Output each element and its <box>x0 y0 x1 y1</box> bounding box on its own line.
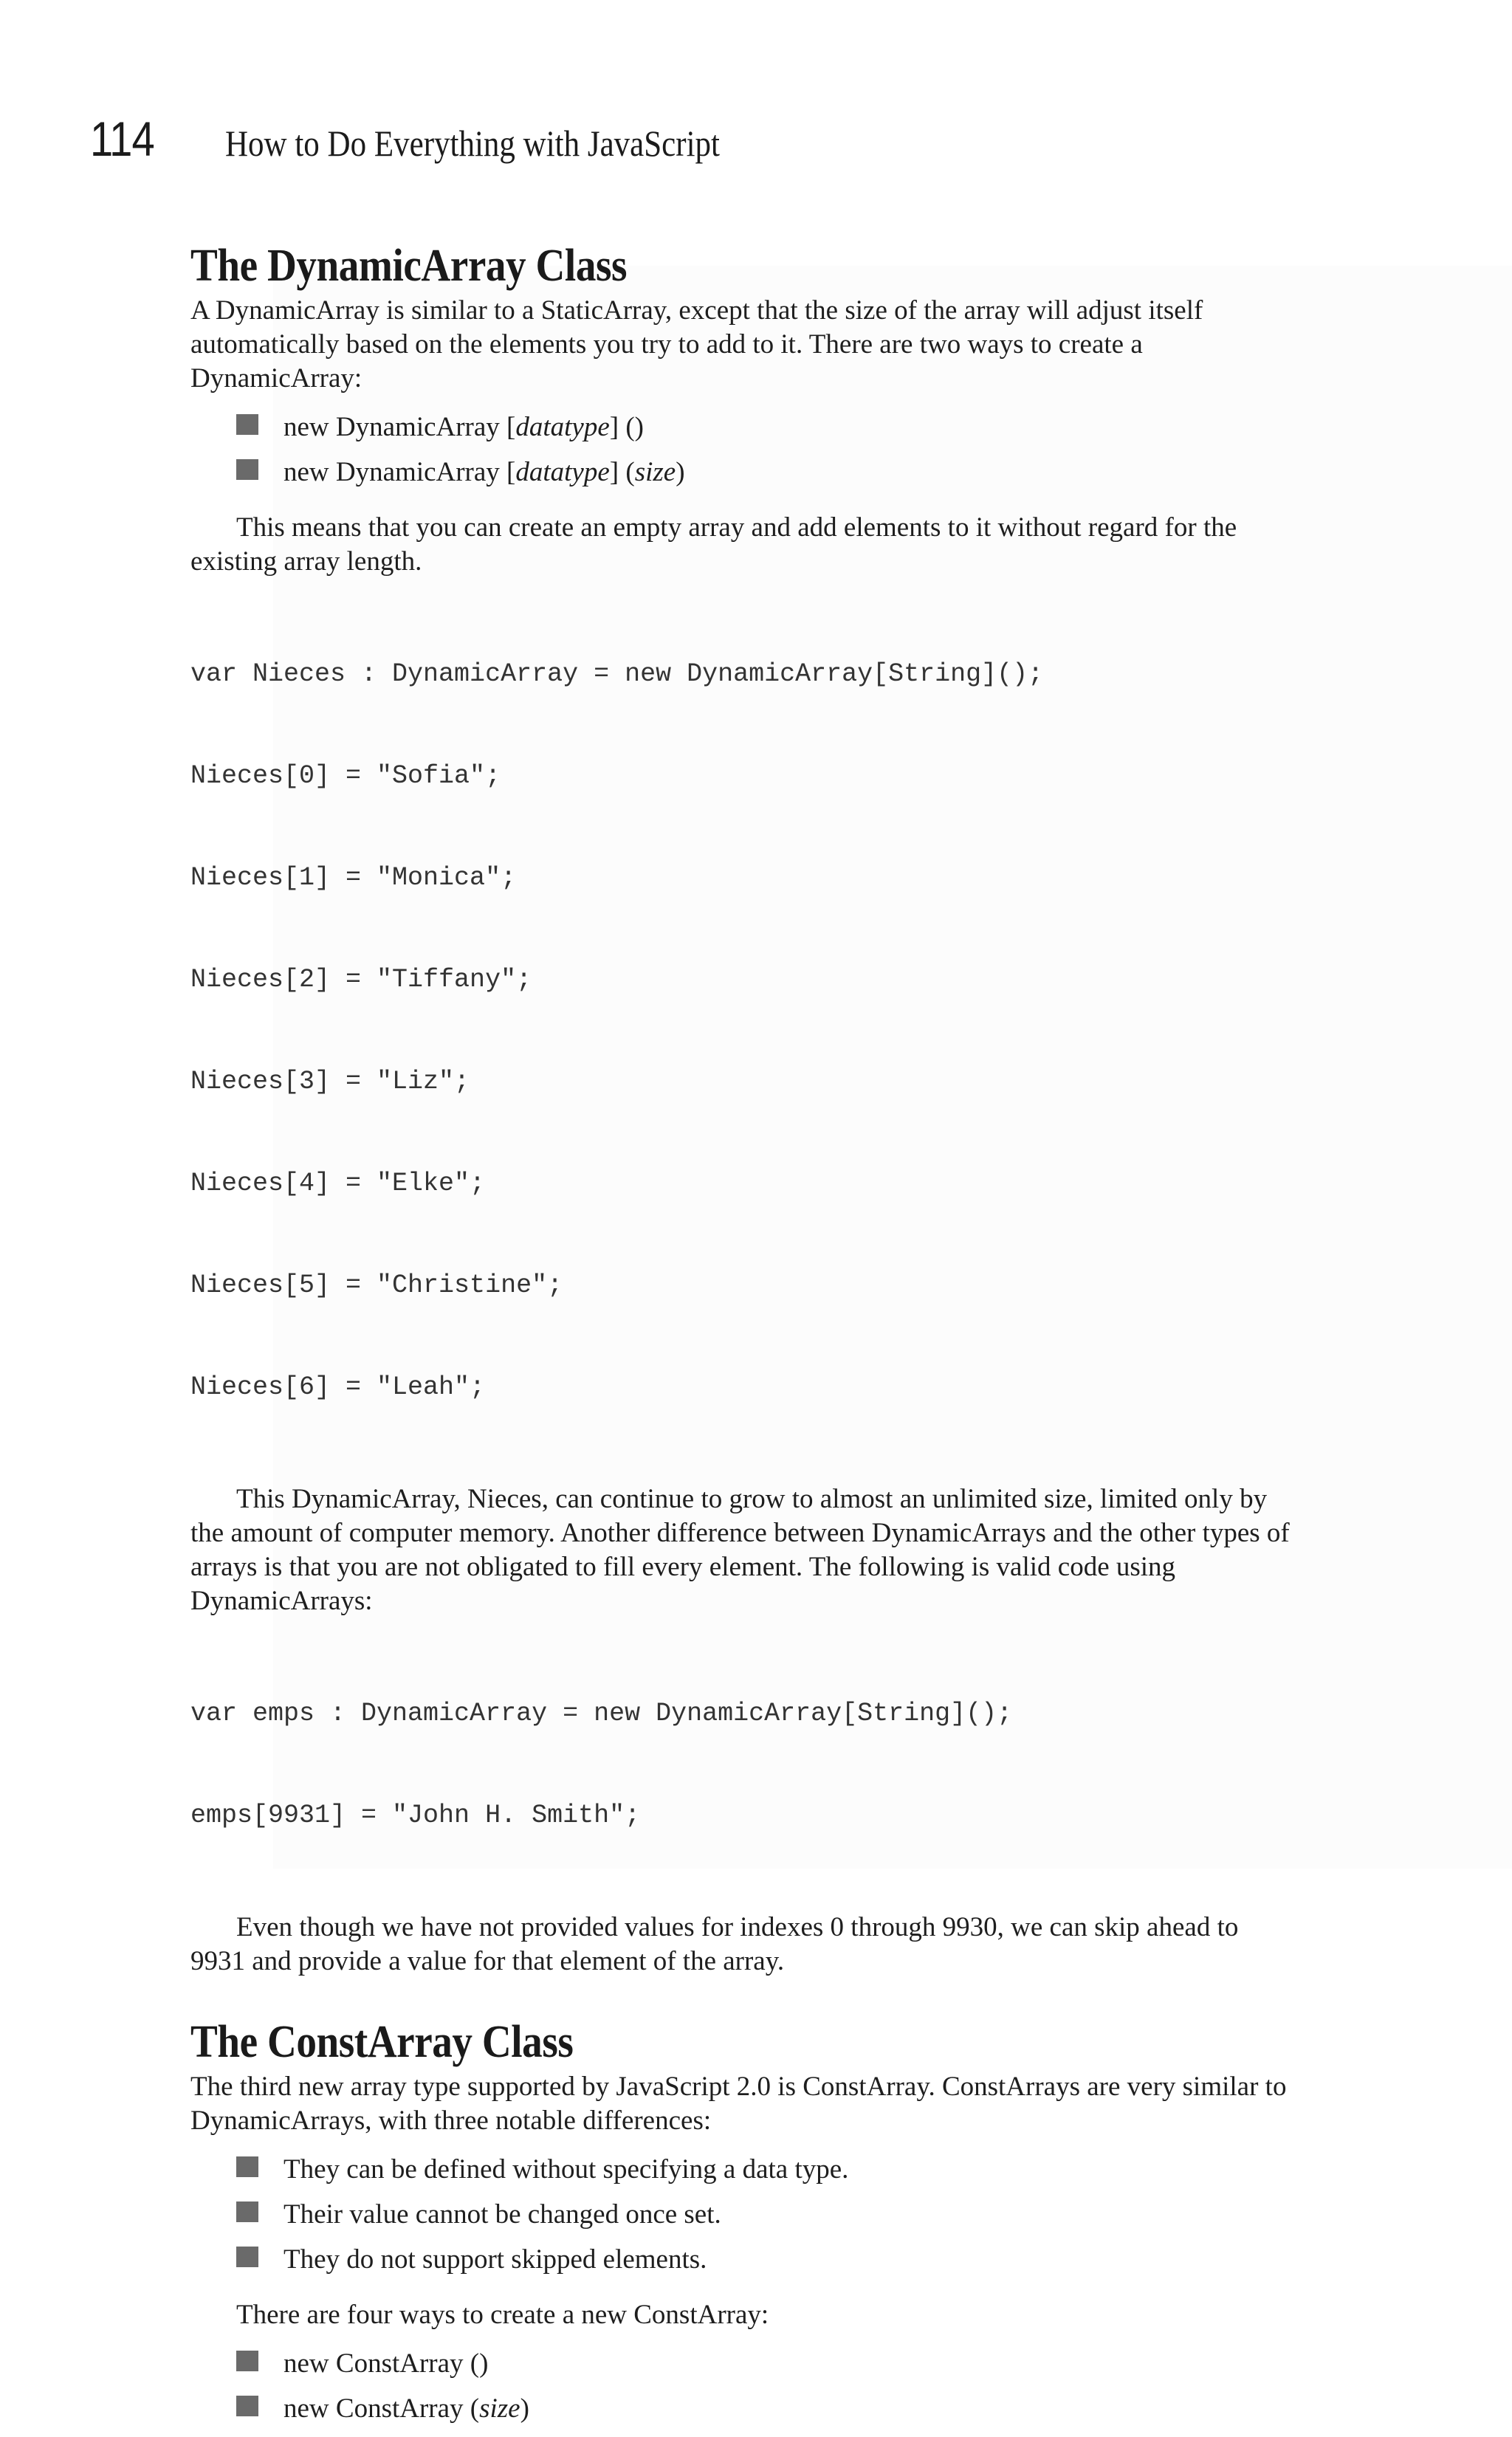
code-line: var emps : DynamicArray = new DynamicArray[String](); <box>190 1699 1013 1728</box>
bullet-square-icon <box>236 2351 258 2371</box>
list-item: new ConstArray (size) <box>190 2392 1298 2437</box>
section-heading-constarray: The ConstArray Class <box>190 2017 574 2067</box>
constarray-paragraph-2: There are four ways to create a new ConstArray: <box>236 2300 769 2330</box>
bullet-square-icon <box>236 414 258 435</box>
list-item: Their value cannot be changed once set. <box>190 2198 1298 2243</box>
list-item: They can be defined without specifying a data type. <box>190 2153 1298 2198</box>
code-line: Nieces[2] = "Tiffany"; <box>190 965 532 994</box>
dynamicarray-constructor-list <box>190 410 1298 501</box>
bullet-square-icon <box>236 2201 258 2222</box>
list-item: new ConstArray () <box>190 2347 1298 2392</box>
code-line: Nieces[5] = "Christine"; <box>190 1271 563 1300</box>
code-line: emps[9931] = "John H. Smith"; <box>190 1801 641 1830</box>
bullet-square-icon <box>236 2247 258 2267</box>
list-item: new DynamicArray [datatype] (size) <box>190 456 1298 501</box>
constarray-constructor-list <box>190 2347 1298 2437</box>
dynamicarray-paragraph-4: Even though we have not provided values for indexes 0 through 9930, we can skip ahead to 9931 and provide a value for that element of the array. <box>190 1912 1239 1976</box>
constarray-differences-list <box>190 2153 1298 2288</box>
dynamicarray-paragraph-2: This means that you can create an empty array and add elements to it without regard for the existing array length. <box>190 512 1237 577</box>
code-line: Nieces[4] = "Elke"; <box>190 1169 486 1198</box>
code-line: var Nieces : DynamicArray = new DynamicArray[String](); <box>190 659 1044 689</box>
dynamicarray-paragraph-3: This DynamicArray, Nieces, can continue to grow to almost an unlimited size, limited only by the amount of computer memory. Another difference between DynamicArrays and the other types of arrays is that you are not obligated to fill every element. The following is valid code using DynamicArrays: <box>190 1484 1290 1616</box>
code-block-nieces <box>190 589 1298 1472</box>
list-item: new DynamicArray [datatype] () <box>190 410 1298 456</box>
code-line: Nieces[1] = "Monica"; <box>190 863 517 893</box>
code-line: Nieces[0] = "Sofia"; <box>190 761 501 791</box>
bullet-square-icon <box>236 459 258 480</box>
page-content <box>190 238 1298 2437</box>
code-line: Nieces[3] = "Liz"; <box>190 1067 470 1096</box>
section-heading-dynamicarray: The DynamicArray Class <box>190 241 628 291</box>
bullet-square-icon <box>236 2396 258 2416</box>
dynamicarray-intro: A DynamicArray is similar to a StaticArray, except that the size of the array will adjust itself automatically based on the elements you try to add to it. There are two ways to create a DynamicArray: <box>190 295 1203 393</box>
list-item: They do not support skipped elements. <box>190 2243 1298 2288</box>
code-line: Nieces[6] = "Leah"; <box>190 1372 486 1402</box>
book-title: How to Do Everything with JavaScript <box>225 123 720 164</box>
bullet-square-icon <box>236 2156 258 2177</box>
page-number: 114 <box>90 111 154 166</box>
code-block-emps <box>190 1629 1298 1900</box>
constarray-intro: The third new array type supported by JavaScript 2.0 is ConstArray. ConstArrays are very similar to DynamicArrays, with three notable differences: <box>190 2072 1287 2136</box>
